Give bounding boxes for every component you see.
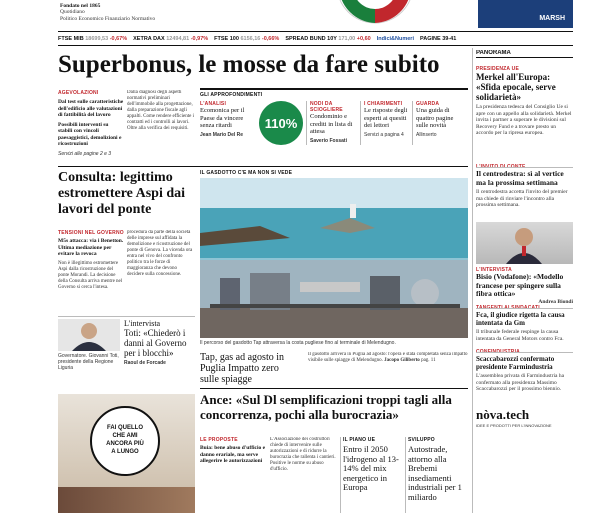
consulta-headline: Consulta: legittimo estromettere Aspi dai lavori del ponte bbox=[58, 170, 186, 217]
masthead bbox=[60, 0, 300, 30]
approfondimento-item[interactable]: L'ANALISI Ecomonica per il Paese da vincere senza ritardi Jean Mario Del Re bbox=[200, 101, 245, 138]
piano-ue[interactable]: IL PIANO UE Entro il 2050 l'idrogeno al 13-14% del mix energetico in Europa bbox=[343, 437, 399, 492]
masthead-paper-type: Quotidiano bbox=[60, 9, 85, 15]
panorama-item[interactable]: Scaccabarozzi confermato presidente Farmindustria L'assemblea privata di Farmindustria ha confermato alla presidenza Massimo Scaccabarozzi per il prossimo biennio. bbox=[476, 355, 565, 392]
panorama-item[interactable]: Il centrodestra: sì al vertice ma la prossima settimana Il centrodestra accetta l'invito del premier ma chiede di rinviare l'incontro alla prossima settimana. bbox=[476, 169, 568, 208]
masthead-date: Fondato nel 1865 bbox=[60, 3, 101, 9]
sviluppo[interactable]: SVILUPPO Autostrade, attorno alla Brebemi insediamenti industriali per 1 miliardo bbox=[408, 437, 462, 502]
ance-headline: Ance: «Sul Dl semplificazioni troppi tagli alla concorrenza, pochi alla burocrazia» bbox=[200, 392, 452, 422]
ticker-pages: PAGINE 39-41 bbox=[419, 35, 457, 42]
ticker-link[interactable]: Indici&Numeri bbox=[376, 35, 414, 42]
approfondimento-item[interactable]: GUARDA Una guida di quattro pagine sulle novità Allinserto bbox=[412, 101, 464, 145]
agevolazioni-block: AGEVOLAZIONI Dal test sulle caratteristiche dell'edificio alle valutazioni di fattibilità del lavoro Possibili interventi su stabili con vincoli paesaggistici, demolizioni e ricostruzioni Servizi alle pagine 2 e 3 bbox=[58, 90, 124, 157]
ticker-item: SPREAD BUND 10Y 171,00 +0,60 bbox=[285, 35, 371, 42]
approfondimento-item[interactable]: I CHIARIMENTI Le risposte degli esperti ai quesiti dei lettori Servizi a pagina 4 bbox=[360, 101, 412, 145]
ad-brand: MARSH bbox=[539, 15, 565, 22]
ance-proposte: LE PROPOSTE Buia: bene abuso d'ufficio e danno erariale, ma serve allegerire le autorizzazioni bbox=[200, 437, 266, 464]
masthead-subtitle: Politico Economico Finanziario Normativo bbox=[60, 15, 156, 22]
main-headline: Superbonus, le mosse da fare subito bbox=[58, 51, 440, 78]
photo-note: Il percorso del gasdotto Tap attraversa la costa pugliese fino al terminale di Melendugno. bbox=[200, 340, 396, 346]
promo-ad[interactable]: FAI QUELLO CHE AMI ANCORA PIÙ A LUNGO bbox=[58, 394, 195, 513]
panorama-column bbox=[476, 50, 573, 513]
panorama-item[interactable]: L'INTERVISTA Bisio (Vodafone): «Modello francese per spingere sulla fibra ottica» Andrea Biondi bbox=[476, 267, 573, 305]
ticker-item: FTSE MIB 18699,53 -0,67% bbox=[58, 35, 128, 42]
approfondimenti-box: GLI APPROFONDIMENTI L'ANALISI Ecomonica per il Paese da vincere senza ritardi Jean Mario Del Re 110% NODI DA SCIOGLIERE Condominio e crediti in lista di attesa Saverio Fossati I CHIARIMENTI Le risposte degli esperti ai quesiti dei lettori Servizi a pagina 4 GUARDA Una guida di quattro pagine sulle novità Allinserto bbox=[200, 88, 468, 162]
consulta-block: TENSIONI NEL GOVERNO M5s attacca: via i Benetton. Ultima mediazione per evitare la revoca Non è illegittimo estromettere Aspi dalla ricostruzione del ponte Morandi. La decisione della Consulta arriva mentre nel Governo si cerca l'intesa. bbox=[58, 230, 124, 290]
ticker-item: FTSE 100 6156,16 -0,66% bbox=[214, 35, 280, 42]
panorama-photo bbox=[476, 222, 573, 264]
photo-body: Il gasdotto arriverà in Puglia ad agosto: l'opera è stata completata senza impatto visibile sulle spiagge di Melendugno. Jacopo Giliberto pag. 11 bbox=[308, 352, 468, 363]
photo-headline: Tap, gas ad agosto in Puglia Impatto zero sulle spiagge bbox=[200, 352, 285, 385]
consulta-body: procedura da parte della società delle imprese sul affidata la demolizione e ricostruzione del ponte di Genova. La vicenda ora entra nel vivo del confronto politico tra le forze di maggioranza che devono decidere sulla concessione. bbox=[127, 230, 193, 277]
ance-body: L'Associazione dei costruttori chiede di intervenire sulle autorizzazioni e di ridurre la burocrazia che rallenta i cantieri. Positive le norme su abuso d'ufficio. bbox=[270, 437, 336, 472]
portrait-icon bbox=[476, 222, 573, 264]
badge-110: 110% bbox=[256, 101, 306, 145]
market-ticker bbox=[58, 34, 573, 43]
ad-banner[interactable] bbox=[478, 0, 573, 28]
panorama-item[interactable]: Fca, il giudice rigetta la causa intentata da Gm Il tribunale federale respinge la causa intentata da General Motors contro Fca. bbox=[476, 311, 565, 342]
toti-photo bbox=[58, 319, 120, 351]
photo-tag: IL GASDOTTO C'È MA NON SI VEDE bbox=[200, 170, 293, 176]
panorama-item[interactable]: PRESIDENZA UE Merkel all'Europa: «Sfida epocale, serve solidarietà» La presidenza tedesca del Consiglio Ue si apre con un appello alla solidarietà. Merkel invita i partner a superare le divisioni sul Recovery Fund e a trovare presto un accordo per la ripresa europea. bbox=[476, 66, 572, 136]
logo-emblem bbox=[330, 0, 420, 25]
agevolazioni-body: Dalla diagnosi degli aspetti normativi preliminari dell'immobile alla progettazione, dalla preparazione fiscale agli appalti. Come rendere efficiente i contratti ed i controlli ai lavori. Oltre alla verifica dei requisiti. bbox=[127, 90, 194, 131]
ticker-item: XETRA DAX 12494,81 -0,97% bbox=[133, 35, 209, 42]
nova-brand[interactable]: nòva.tech IDEE E PRODOTTI PER L'INNOVAZIONE bbox=[476, 407, 552, 428]
gasdotto-photo bbox=[200, 178, 468, 338]
interview-block[interactable]: Governatore. Giovanni Toti, presidente della Regione Liguria L'intervista Toti: «Chiederò i danni al Governo per i blocchi» Raoul de Forcade bbox=[58, 319, 187, 371]
toti-caption: Governatore. Giovanni Toti, presidente della Regione Liguria bbox=[58, 353, 119, 371]
panorama-heading: PANORAMA bbox=[476, 50, 573, 58]
approfondimento-item[interactable]: NODI DA SCIOGLIERE Condominio e crediti in lista di attesa Saverio Fossati bbox=[306, 101, 360, 145]
